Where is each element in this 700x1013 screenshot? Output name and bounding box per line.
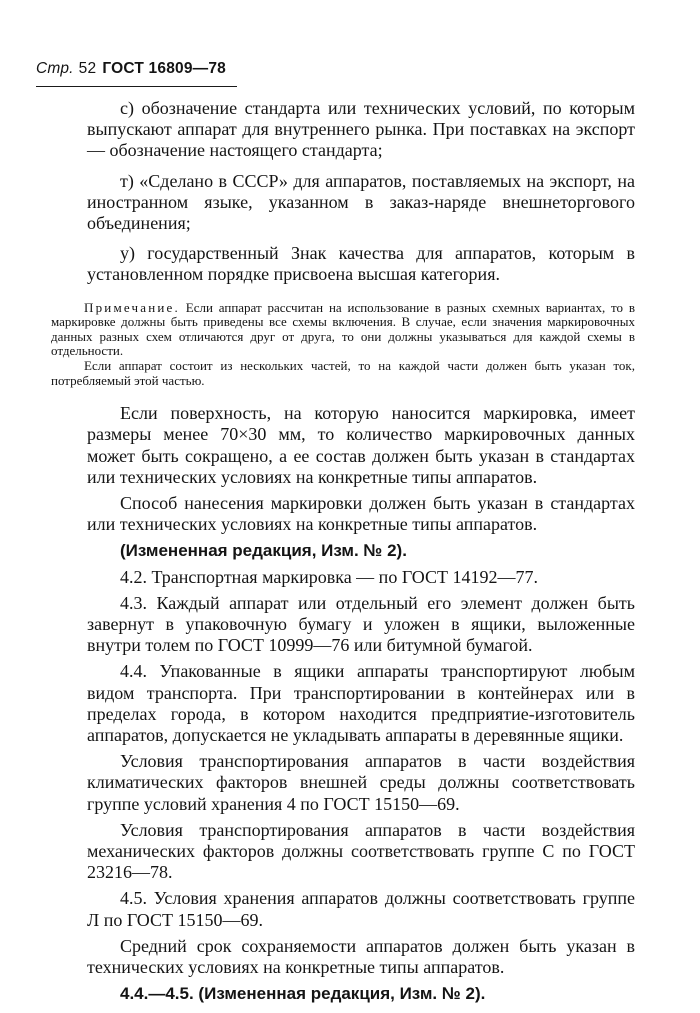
document-body	[51, 98, 635, 1004]
clause-4-5: 4.5. Условия хранения аппаратов должны соответствовать группе Л по ГОСТ 15150—69.	[87, 888, 635, 930]
paragraph-surface-size: Если поверхность, на которую наносится маркировка, имеет размеры менее 70×30 мм, то количество маркировочных данных может быть сокращено, а ее состав должен быть указан в стандартах или технических условиях на конкретные типы аппаратов.	[87, 403, 635, 487]
header-rule	[36, 86, 237, 87]
revision-note-1: (Измененная редакция, Изм. № 2).	[120, 541, 407, 561]
revision-note-2: 4.4.—4.5. (Измененная редакция, Изм. № 2).	[120, 984, 486, 1004]
paragraph-mechanical-conditions: Условия транспортирования аппаратов в части воздействия механических факторов должны соответствовать группе С по ГОСТ 23216—78.	[87, 819, 635, 883]
page-number: 52	[78, 60, 97, 77]
note-label: Примечание.	[84, 299, 180, 315]
paragraph-shelf-life: Средний срок сохраняемости аппаратов должен быть указан в технических условиях на конкретные типы аппаратов.	[87, 935, 635, 978]
paragraph-item-c: с) обозначение стандарта или технических условий, по которым выпускают аппарат для внутреннего рынка. При поставках на экспорт — обозначение настоящего стандарта;	[87, 98, 635, 161]
paragraph-item-u: у) государственный Знак качества для аппаратов, которым в установленном порядке присвоена высшая категория.	[87, 243, 635, 285]
clause-4-4: 4.4. Упакованные в ящики аппараты транспортируют любым видом транспорта. При транспортировании в контейнерах или в пределах города, в котором находится предприятие-изготовитель аппаратов, допускается не укладывать аппараты в деревянные ящики.	[87, 661, 635, 746]
page-label: Стр.	[36, 60, 74, 77]
paragraph-climatic-conditions: Условия транспортирования аппаратов в части воздействия климатических факторов внешней среды должны соответствовать группе условий хранения 4 по ГОСТ 15150—69.	[87, 751, 635, 814]
standard-designation: ГОСТ 16809—78	[102, 60, 226, 77]
paragraph-item-t: т) «Сделано в СССР» для аппаратов, поставляемых на экспорт, на иностранном языке, указанном в заказ-наряде внешнеторгового объединения;	[87, 170, 635, 234]
clause-4-3: 4.3. Каждый аппарат или отдельный его элемент должен быть завернут в упаковочную бумагу и уложен в ящики, выложенные внутри толем по ГОСТ 10999—76 или битумной бумагой.	[87, 592, 635, 656]
clause-4-2: 4.2. Транспортная маркировка — по ГОСТ 14192—77.	[120, 566, 538, 587]
note-text-1: Если аппарат рассчитан на использование в разных схемных вариантах, то в маркировке должны быть приведены все схемы включения. В случае, если значения маркировочных данных разных схем отличаются друг от друга, то они должны указываться для каждой схемы в отдельности.	[51, 299, 635, 359]
paragraph-marking-method: Способ нанесения маркировки должен быть указан в стандартах или технических условиях на конкретные типы аппаратов.	[87, 493, 635, 535]
page-header	[36, 60, 226, 78]
note-paragraph-2: Если аппарат состоит из нескольких частей, то на каждой части должен быть указан ток, потребляемый этой частью.	[51, 358, 635, 388]
note-block	[51, 301, 635, 389]
note-paragraph-1	[51, 301, 635, 359]
